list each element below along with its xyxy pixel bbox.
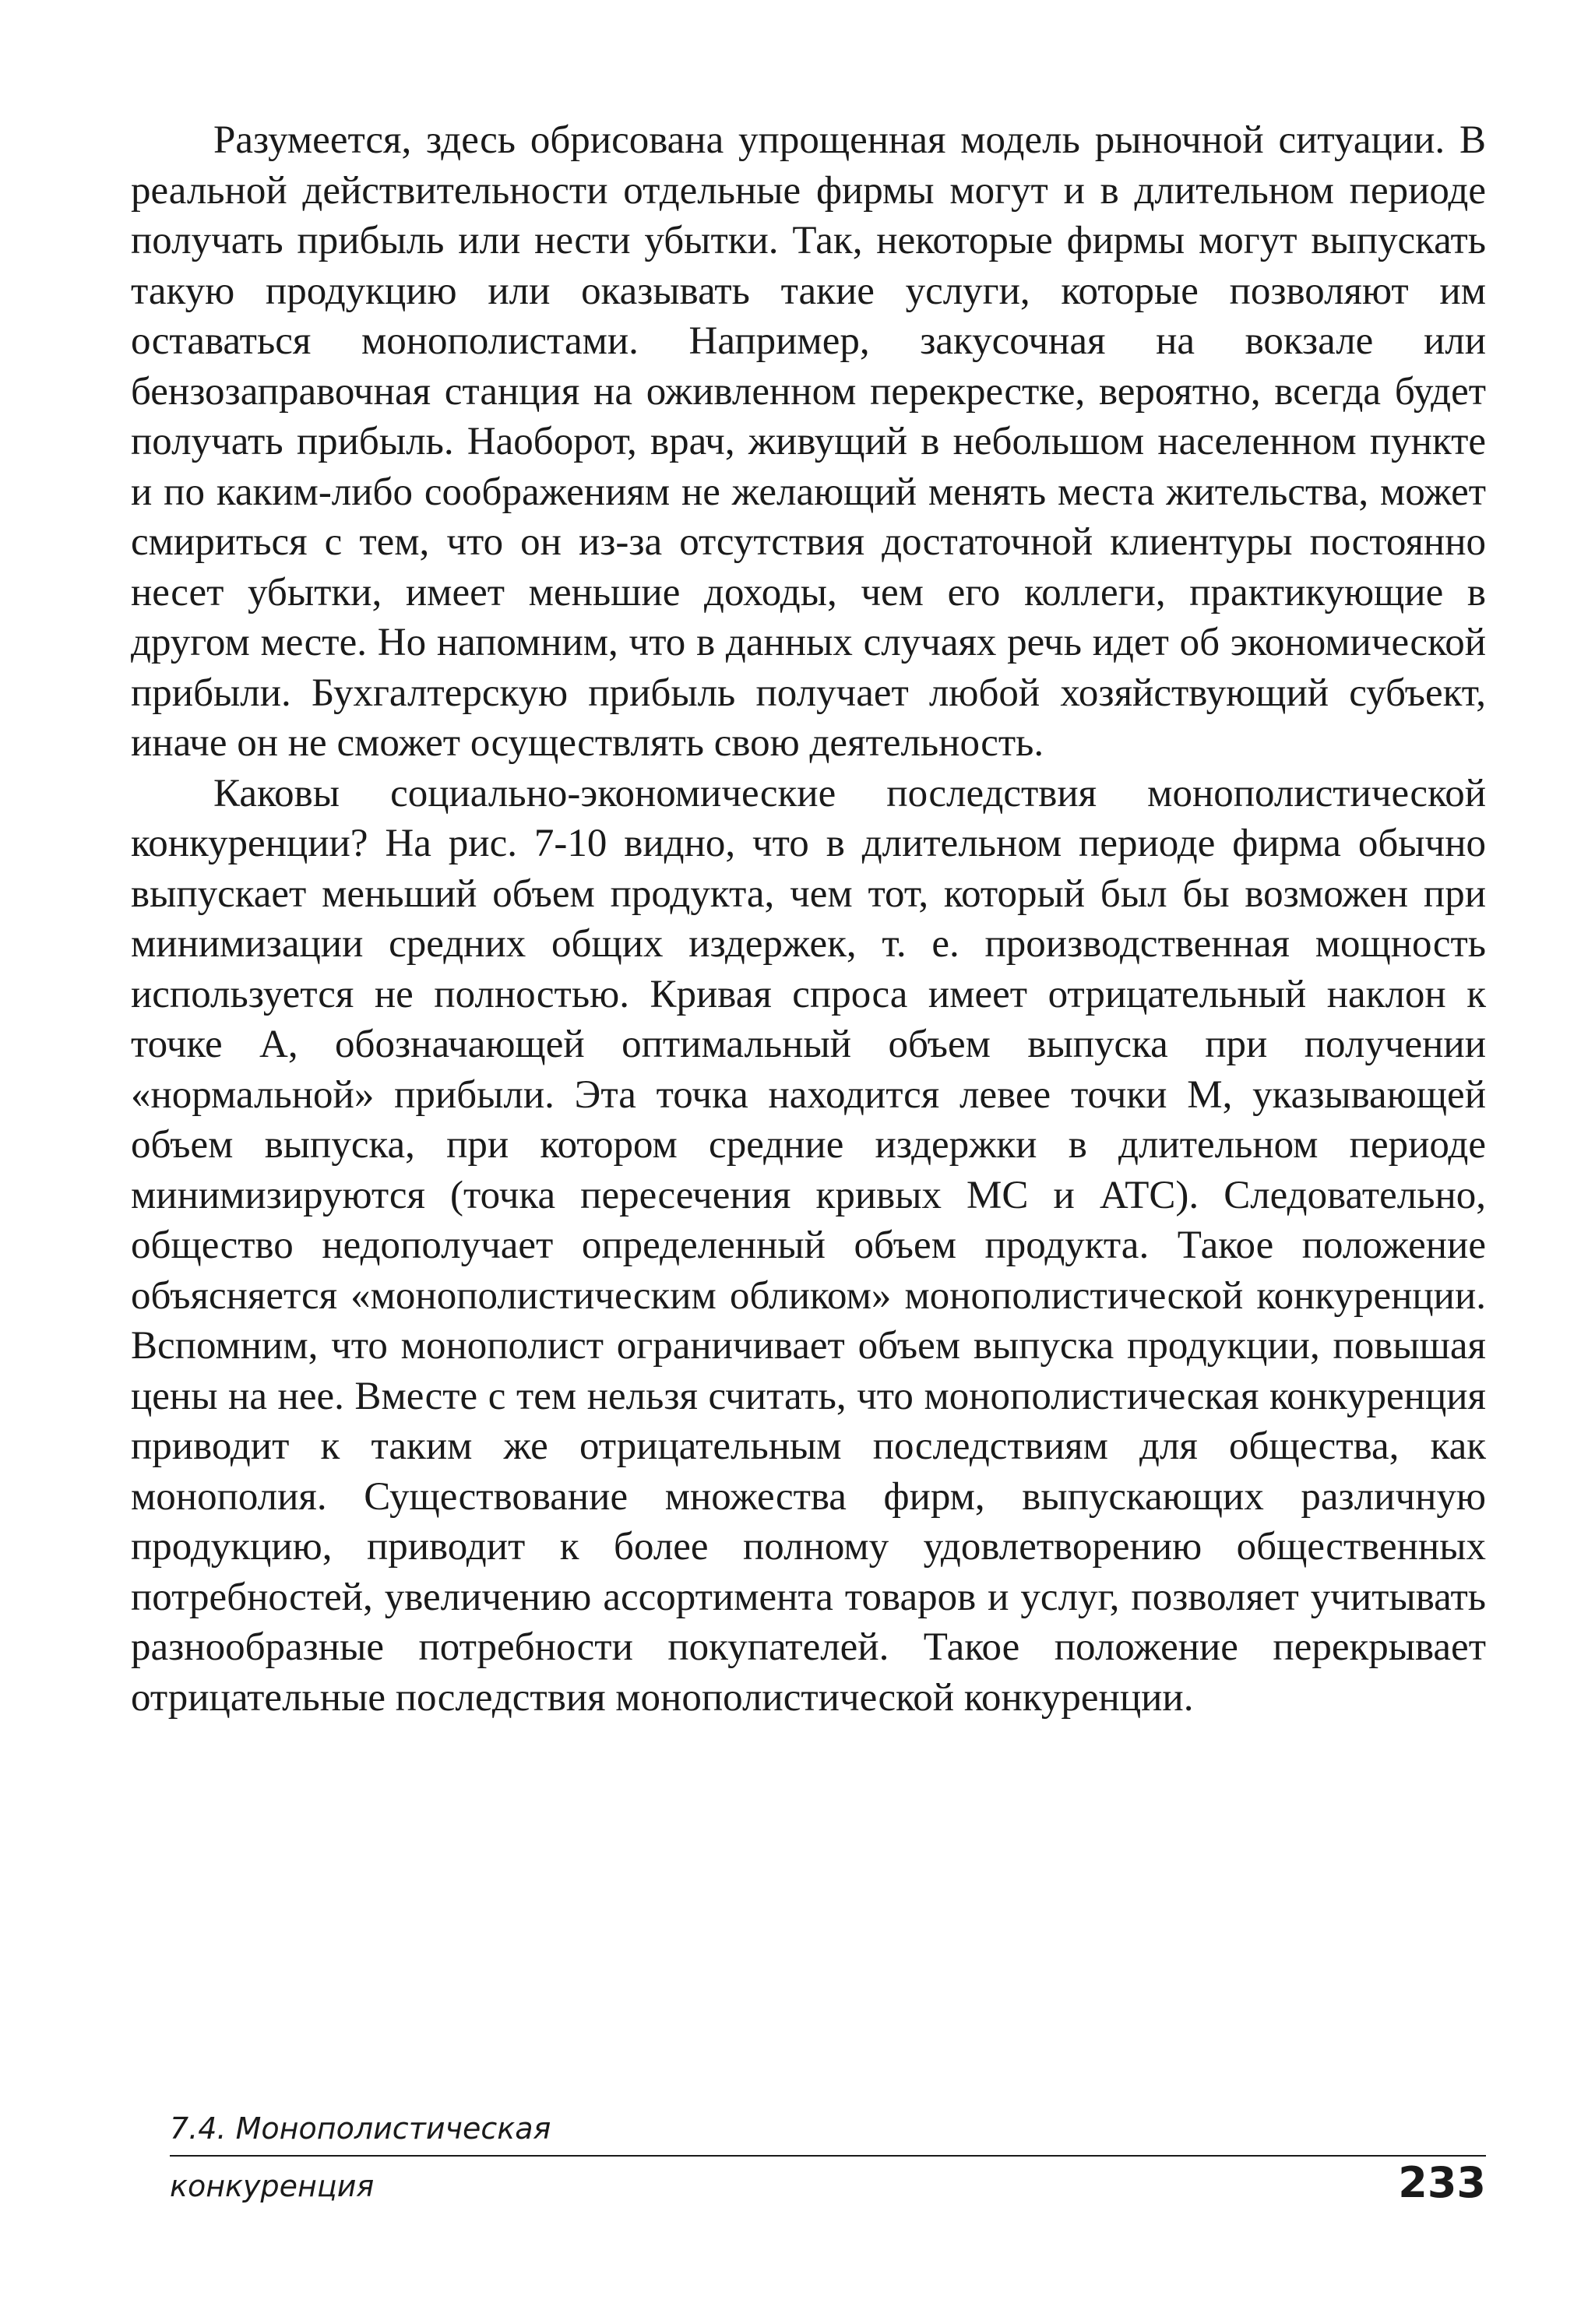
running-footer-section-title	[170, 2107, 1213, 2208]
page-number: 233	[1398, 2158, 1486, 2207]
paragraph-2: Каковы социально-экономические последствия монополистической конкуренции? На рис. 7-10 видно, что в длительном периоде фирма обычно выпускает меньший объем продукта, чем тот, который был бы возможен при минимизации средних общих издержек, т. е. производственная мощность используется не полностью. Кривая спроса имеет отрицательный наклон к точке А, обозначающей оптимальный объем выпуска при получении «нормальной» прибыли. Эта точка находится левее точки М, указывающей объем выпуска, при котором средние издержки в длительном периоде минимизируются (точка пересечения кривых МС и АТС). Следовательно, общество недополучает определенный объем продукта. Такое положение объясняется «монополистическим обликом» монополистической конкуренции. Вспомним, что монополист ограничивает объем выпуска продукции, повышая цены на нее. Вместе с тем нельзя считать, что монополистическая конкуренция приводит к таким же отрицательным последствиям для общества, как монополия. Существование множества фирм, выпускающих различную продукцию, приводит к более полному удовлетворению общественных потребностей, увеличению ассортимента товаров и услуг, позволяет учитывать разнообразные потребности покупателей. Такое положение перекрывает отрицательные последствия монополистической конкуренции.	[131, 771, 1486, 1720]
body-text	[131, 115, 1486, 1723]
footer-section-line1: 7.4. Монополистическая	[170, 2107, 1486, 2157]
page-footer	[170, 2107, 1486, 2239]
paragraph-1: Разумеется, здесь обрисована упрощенная модель рыночной ситуации. В реальной действительности отдельные фирмы могут и в длительном периоде получать прибыль или нести убытки. Так, некоторые фирмы могут выпускать такую продукцию или оказывать такие услуги, которые позволяют им оставаться монополистами. Например, закусочная на вокзале или бензозаправочная станция на оживленном перекрестке, вероятно, всегда будет получать прибыль. Наоборот, врач, живущий в небольшом населенном пункте и по каким-либо соображениям не желающий менять места жительства, может смириться с тем, что он из-за отсутствия достаточной клиентуры постоянно несет убытки, имеет меньшие доходы, чем его коллеги, практикующие в другом месте. Но напомним, что в данных случаях речь идет об экономической прибыли. Бухгалтерскую прибыль получает любой хозяйствующий субъект, иначе он не сможет осуществлять свою деятельность.	[131, 118, 1486, 765]
footer-section-line2: конкуренция	[170, 2169, 375, 2203]
